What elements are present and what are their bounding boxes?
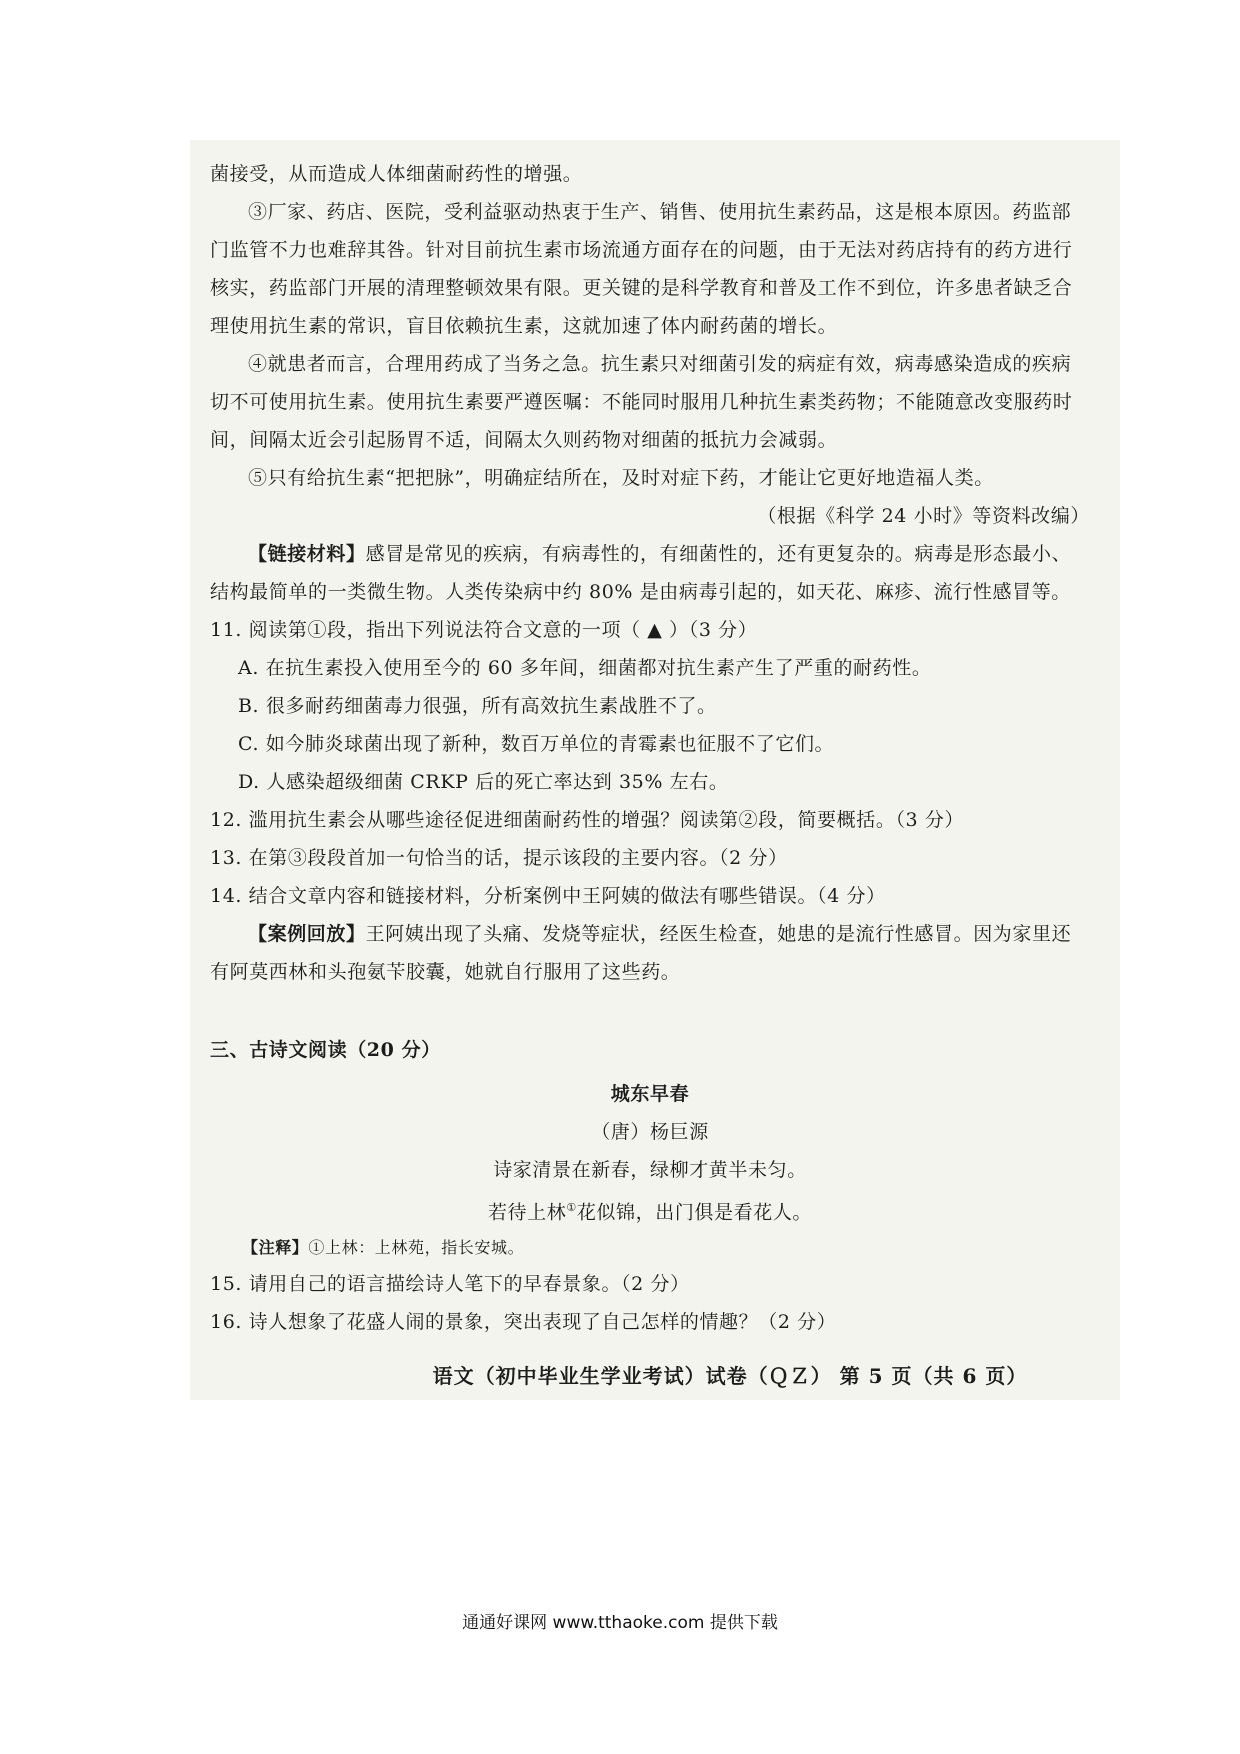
source-note: （根据《科学 24 小时》等资料改编）	[757, 505, 1090, 527]
page-footer: 语文（初中毕业生学业考试）试卷（ＱＺ） 第 5 页（共 6 页）	[432, 1364, 1028, 1388]
annotation-label: 【注释】	[242, 1238, 309, 1258]
poem-line-2a: 若待上林	[487, 1201, 567, 1224]
option-a: A. 在抗生素投入使用至今的 60 多年间，细菌都对抗生素产生了严重的耐药性。	[238, 657, 932, 679]
poem-title: 城东早春	[610, 1083, 690, 1105]
section-3-heading: 三、古诗文阅读（20 分）	[210, 1039, 441, 1061]
paragraph-4: ④就患者而言，合理用药成了当务之急。抗生素只对细菌引发的病症有效，病毒感染造成的疾病切不可使用抗生素。使用抗生素要严遵医嘱：不能同时服用几种抗生素类药物；不能随意改变服药时间，间隔太近会引起肠胃不适，间隔太久则药物对细菌的抵抗力会减弱。	[210, 353, 1073, 451]
link-material-text: 感冒是常见的疾病，有病毒性的，有细菌性的，还有更复杂的。病毒是形态最小、结构最简单的一类微生物。人类传染病中约 80% 是由病毒引起的，如天花、麻疹、流行性感冒等。	[210, 543, 1072, 603]
download-credit: 通通好课网 www.tthaoke.com 提供下载	[462, 1613, 778, 1633]
poem-line-1: 诗家清景在新春，绿柳才黄半未匀。	[493, 1159, 807, 1181]
case-review	[210, 915, 1090, 991]
question-14: 14. 结合文章内容和链接材料，分析案例中王阿姨的做法有哪些错误。（4 分）	[210, 885, 886, 907]
option-d: D. 人感染超级细菌 CRKP 后的死亡率达到 35% 左右。	[238, 771, 729, 793]
poem-author: （唐）杨巨源	[591, 1121, 709, 1143]
question-13: 13. 在第③段段首加一句恰当的话，提示该段的主要内容。（2 分）	[210, 847, 788, 869]
exam-content	[210, 155, 1090, 1341]
question-16: 16. 诗人想象了花盛人闹的景象，突出表现了自己怎样的情趣？（2 分）	[210, 1311, 837, 1334]
poem-line-2b: 花似锦，出门俱是看花人。	[576, 1201, 813, 1224]
case-label: 【案例回放】	[248, 923, 366, 945]
question-11: 11. 阅读第①段，指出下列说法符合文意的一项（ ▲ ）（3 分）	[210, 619, 758, 641]
paragraph-3: ③厂家、药店、医院，受利益驱动热衷于生产、销售、使用抗生素药品，这是根本原因。药监部门监管不力也难辞其咎。针对目前抗生素市场流通方面存在的问题，由于无法对药店持有的药方进行核实，药监部门开展的清理整顿效果有限。更关键的是科学教育和普及工作不到位，许多患者缺乏合理使用抗生素的常识，盲目依赖抗生素，这就加速了体内耐药菌的增长。	[210, 201, 1073, 337]
footnote-mark: ①	[566, 1201, 577, 1214]
option-c: C. 如今肺炎球菌出现了新种，数百万单位的青霉素也征服不了它们。	[238, 733, 835, 755]
case-text: 王阿姨出现了头痛、发烧等症状，经医生检查，她患的是流行性感冒。因为家里还有阿莫西林和头孢氨苄胶囊，她就自行服用了这些药。	[210, 923, 1072, 983]
link-material	[210, 535, 1090, 611]
annotation	[210, 1231, 1090, 1265]
link-material-label: 【链接材料】	[248, 543, 366, 565]
paragraph-5: ⑤只有给抗生素“把把脉”，明确症结所在，及时对症下药，才能让它更好地造福人类。	[248, 467, 994, 489]
option-b: B. 很多耐药细菌毒力很强，所有高效抗生素战胜不了。	[238, 695, 717, 717]
question-15: 15. 请用自己的语言描绘诗人笔下的早春景象。（2 分）	[210, 1273, 690, 1296]
annotation-text: ①上林：上林苑，指长安城。	[308, 1238, 525, 1258]
question-12: 12. 滥用抗生素会从哪些途径促进细菌耐药性的增强？阅读第②段，简要概括。（3 分）	[210, 809, 965, 831]
poem-line-2	[210, 1189, 1090, 1231]
passage-continuation: 菌接受，从而造成人体细菌耐药性的增强。	[210, 163, 583, 185]
